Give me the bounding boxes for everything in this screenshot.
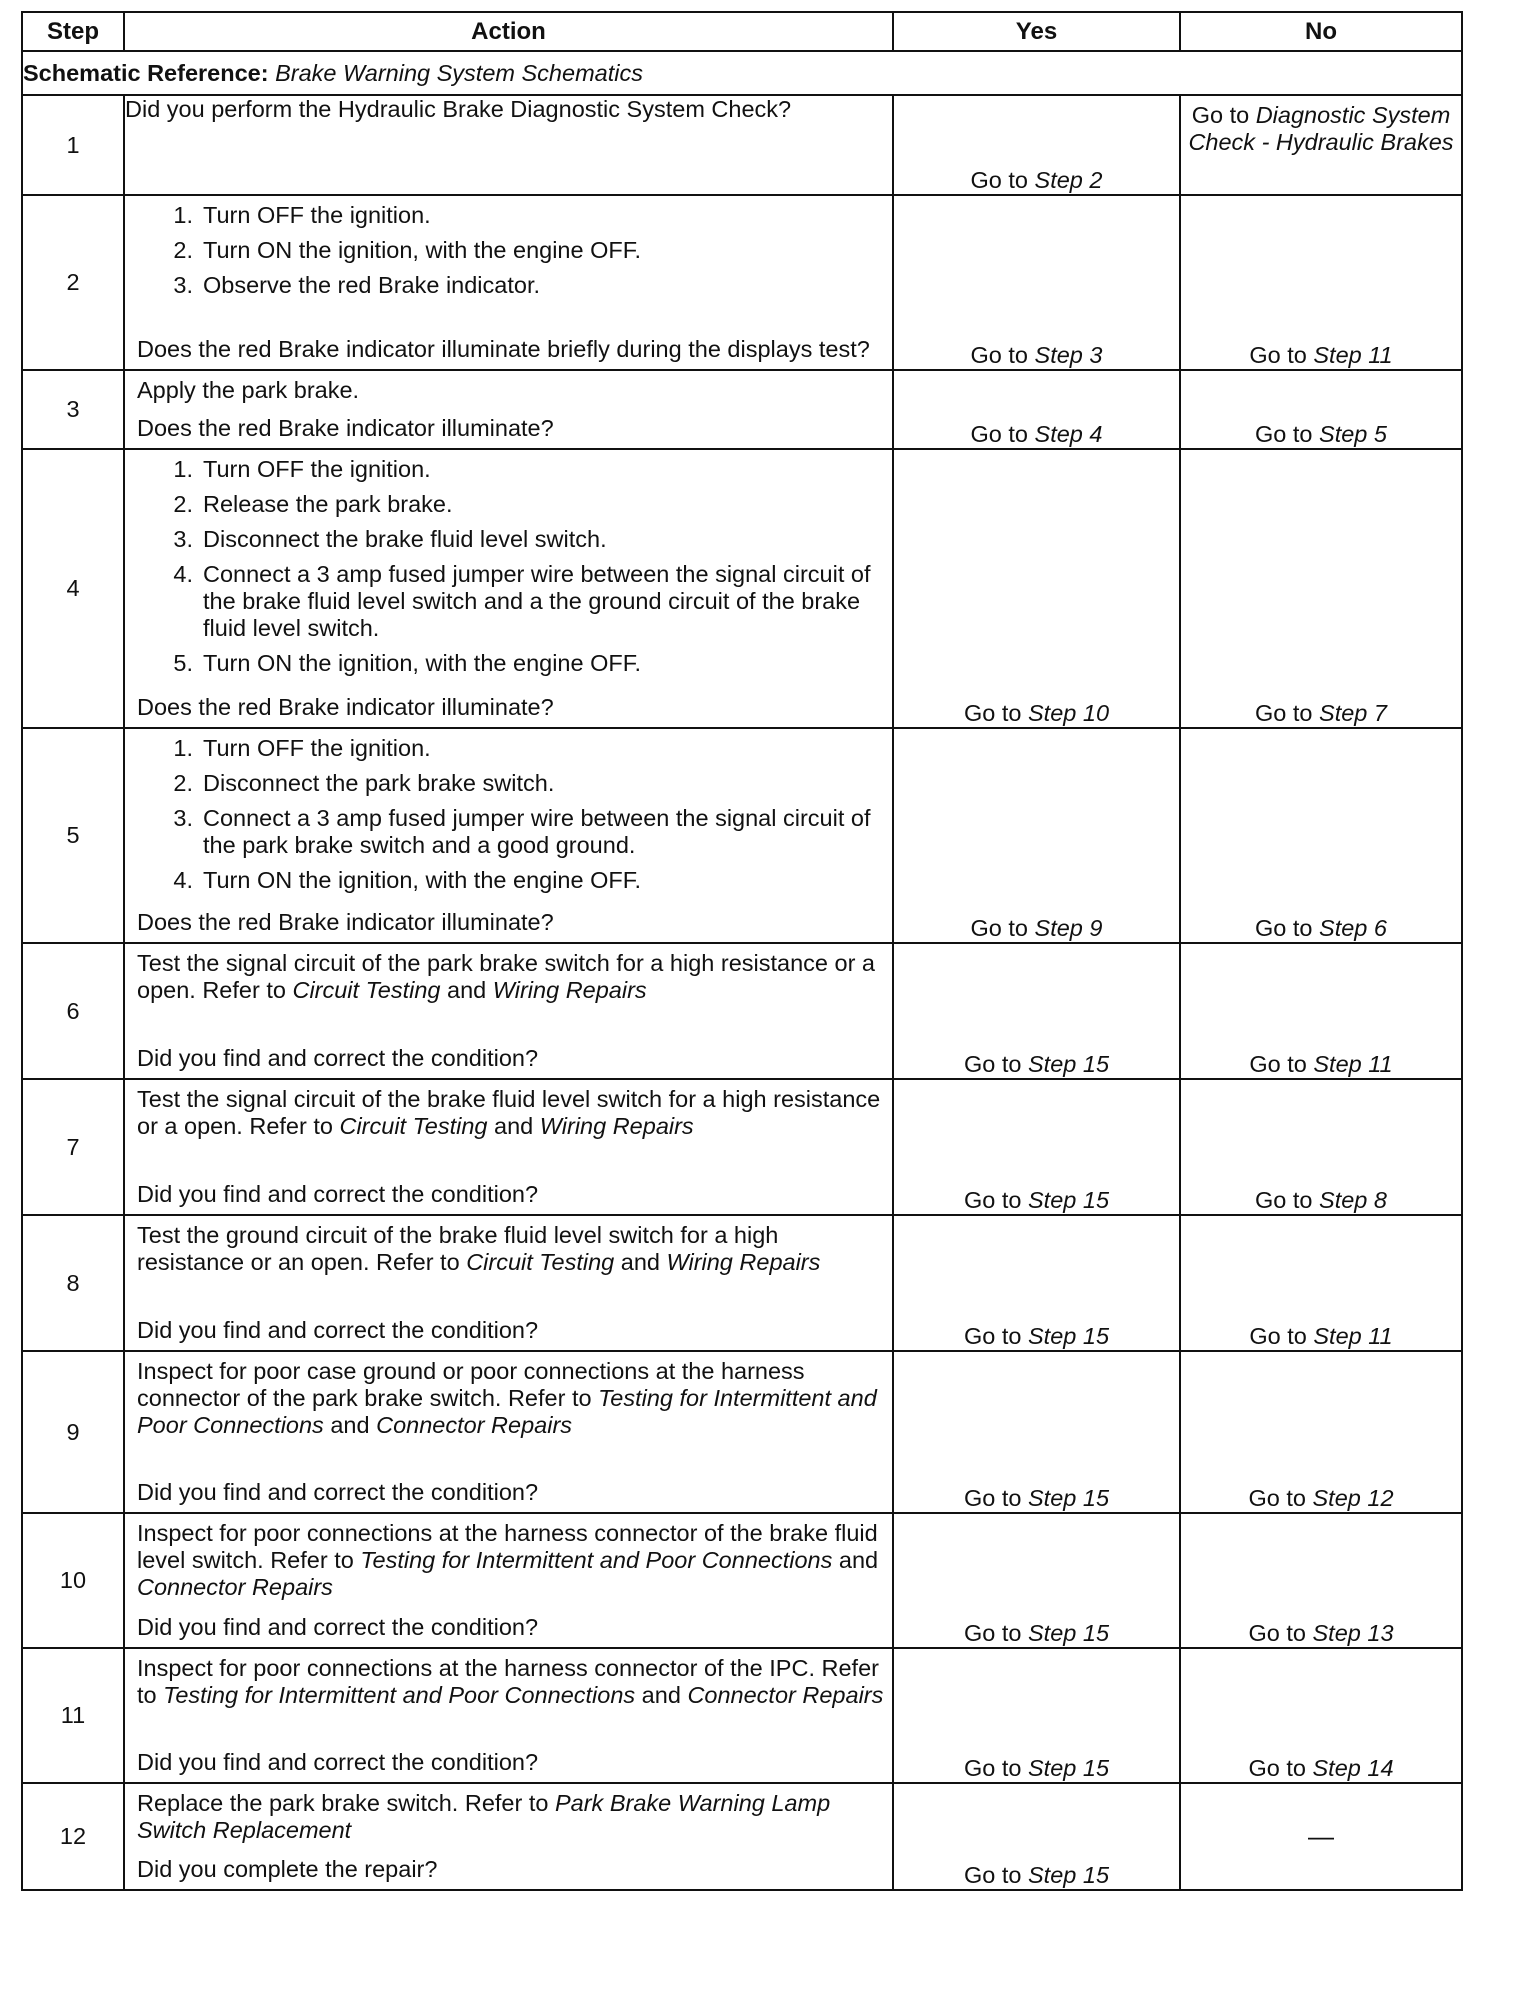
schematic-reference-label: Schematic Reference: bbox=[23, 59, 269, 86]
yes-prefix: Go to bbox=[963, 1862, 1028, 1888]
no-cell bbox=[1180, 95, 1462, 195]
no-link[interactable]: Step 12 bbox=[1312, 1485, 1394, 1511]
diagnostic-table bbox=[21, 11, 1463, 1891]
reference-link[interactable]: Wiring Repairs bbox=[666, 1249, 821, 1275]
yes-link[interactable]: Step 4 bbox=[1034, 421, 1103, 447]
yes-cell bbox=[893, 1079, 1180, 1215]
schematic-reference-row bbox=[22, 51, 1462, 95]
yes-prefix: Go to bbox=[963, 1051, 1028, 1077]
list-item: 3. Connect a 3 amp fused jumper wire between the signal circuit of the park brake switch and a good ground. bbox=[173, 805, 871, 858]
step-number: 5 bbox=[22, 728, 124, 943]
question-text: Does the red Brake indicator illuminate? bbox=[137, 415, 554, 441]
table-row bbox=[22, 1079, 1462, 1215]
question-text: Does the red Brake indicator illuminate? bbox=[137, 694, 554, 720]
no-link[interactable]: Step 7 bbox=[1319, 700, 1387, 726]
step-number: 10 bbox=[22, 1513, 124, 1648]
reference-link[interactable]: Circuit Testing bbox=[292, 977, 441, 1003]
reference-link[interactable]: Connector Repairs bbox=[376, 1412, 573, 1438]
no-prefix: Go to bbox=[1249, 1051, 1314, 1077]
reference-link[interactable]: Wiring Repairs bbox=[492, 977, 647, 1003]
header-yes: Yes bbox=[893, 12, 1180, 51]
step-number: 11 bbox=[22, 1648, 124, 1783]
question-text: Did you find and correct the condition? bbox=[137, 1479, 539, 1505]
yes-prefix: Go to bbox=[963, 1485, 1028, 1511]
yes-cell bbox=[893, 1351, 1180, 1513]
list-item: 1. Turn OFF the ignition. bbox=[173, 202, 431, 228]
no-link[interactable]: Step 13 bbox=[1312, 1620, 1394, 1646]
no-prefix: Go to bbox=[1255, 700, 1320, 726]
schematic-reference bbox=[22, 51, 1462, 95]
no-link[interactable]: Step 14 bbox=[1312, 1755, 1394, 1781]
table-row bbox=[22, 195, 1462, 370]
yes-prefix: Go to bbox=[963, 700, 1028, 726]
yes-link[interactable]: Step 15 bbox=[1028, 1323, 1110, 1349]
list-item: 2. Disconnect the park brake switch. bbox=[173, 770, 555, 796]
action-cell bbox=[124, 449, 893, 728]
reference-link[interactable]: Wiring Repairs bbox=[539, 1113, 694, 1139]
yes-link[interactable]: Step 15 bbox=[1028, 1862, 1110, 1888]
yes-cell bbox=[893, 195, 1180, 370]
yes-prefix: Go to bbox=[963, 1755, 1028, 1781]
step-number: 2 bbox=[22, 195, 124, 370]
instruction-list bbox=[137, 735, 884, 902]
list-item: 4. Turn ON the ignition, with the engine OFF. bbox=[173, 867, 642, 893]
no-cell bbox=[1180, 1513, 1462, 1648]
yes-link[interactable]: Step 2 bbox=[1034, 167, 1103, 193]
action-text: Test the signal circuit of the brake fluid level switch for a high resistance or a open. Refer to Circuit Testing and Wiring Repairs bbox=[137, 1086, 881, 1139]
yes-link[interactable]: Step 10 bbox=[1028, 700, 1110, 726]
yes-link[interactable]: Step 15 bbox=[1028, 1755, 1110, 1781]
yes-prefix: Go to bbox=[970, 167, 1035, 193]
list-item: 2. Release the park brake. bbox=[173, 491, 453, 517]
no-cell bbox=[1180, 1783, 1462, 1890]
no-link[interactable]: Step 8 bbox=[1319, 1187, 1387, 1213]
yes-link[interactable]: Step 15 bbox=[1028, 1620, 1110, 1646]
step-number: 6 bbox=[22, 943, 124, 1079]
schematic-reference-link[interactable]: Brake Warning System Schematics bbox=[275, 59, 643, 86]
yes-cell bbox=[893, 95, 1180, 195]
instruction-list bbox=[137, 456, 884, 685]
step-number: 9 bbox=[22, 1351, 124, 1513]
yes-link[interactable]: Step 15 bbox=[1028, 1051, 1110, 1077]
no-dash: — bbox=[1308, 1821, 1334, 1851]
no-prefix: Go to bbox=[1255, 915, 1320, 941]
reference-link[interactable]: Circuit Testing bbox=[466, 1249, 615, 1275]
question-text: Did you find and correct the condition? bbox=[137, 1045, 539, 1071]
action-text: Test the signal circuit of the park brake switch for a high resistance or a open. Refer to Circuit Testing and Wiring Repairs bbox=[137, 950, 875, 1003]
no-link[interactable]: Step 11 bbox=[1313, 342, 1393, 368]
header-action: Action bbox=[124, 12, 893, 51]
yes-prefix: Go to bbox=[970, 421, 1035, 447]
no-prefix: Go to bbox=[1255, 1187, 1320, 1213]
table-row bbox=[22, 728, 1462, 943]
yes-cell bbox=[893, 1215, 1180, 1351]
reference-link[interactable]: Connector Repairs bbox=[137, 1574, 333, 1600]
instruction-list bbox=[137, 202, 884, 307]
action-text: Inspect for poor connections at the harness connector of the IPC. Refer to Testing for Intermittent and Poor Connections and Connector Repairs bbox=[137, 1655, 884, 1708]
yes-prefix: Go to bbox=[963, 1187, 1028, 1213]
no-link[interactable]: Diagnostic System Check - Hydraulic Brakes bbox=[1188, 102, 1454, 155]
action-cell bbox=[124, 370, 893, 449]
no-prefix: Go to bbox=[1249, 1323, 1314, 1349]
no-link[interactable]: Step 6 bbox=[1319, 915, 1387, 941]
reference-link[interactable]: Testing for Intermittent and Poor Connections bbox=[360, 1547, 833, 1573]
table-row bbox=[22, 449, 1462, 728]
no-cell bbox=[1180, 943, 1462, 1079]
no-prefix: Go to bbox=[1248, 1620, 1313, 1646]
yes-prefix: Go to bbox=[963, 1620, 1028, 1646]
no-prefix: Go to bbox=[1248, 1485, 1313, 1511]
action-text: Test the ground circuit of the brake fluid level switch for a high resistance or an open. Refer to Circuit Testing and Wiring Repairs bbox=[137, 1222, 821, 1275]
no-cell bbox=[1180, 449, 1462, 728]
no-cell bbox=[1180, 370, 1462, 449]
no-cell bbox=[1180, 195, 1462, 370]
yes-cell bbox=[893, 449, 1180, 728]
no-prefix: Go to bbox=[1248, 1755, 1313, 1781]
yes-prefix: Go to bbox=[970, 915, 1035, 941]
list-item: 1. Turn OFF the ignition. bbox=[173, 735, 431, 761]
table-row bbox=[22, 95, 1462, 195]
yes-cell bbox=[893, 1783, 1180, 1890]
action-text: Replace the park brake switch. Refer to Park Brake Warning Lamp Switch Replacement bbox=[137, 1790, 831, 1843]
action-cell bbox=[124, 1215, 893, 1351]
step-number: 12 bbox=[22, 1783, 124, 1890]
action-cell bbox=[124, 1783, 893, 1890]
yes-prefix: Go to bbox=[963, 1323, 1028, 1349]
list-item: 5. Turn ON the ignition, with the engine OFF. bbox=[173, 650, 642, 676]
question-text: Did you complete the repair? bbox=[137, 1856, 438, 1882]
no-link[interactable]: Step 5 bbox=[1319, 421, 1387, 447]
yes-cell bbox=[893, 943, 1180, 1079]
yes-cell bbox=[893, 370, 1180, 449]
yes-cell bbox=[893, 1648, 1180, 1783]
reference-link[interactable]: Testing for Intermittent and Poor Connections bbox=[163, 1682, 636, 1708]
action-cell bbox=[124, 1513, 893, 1648]
action-text: Inspect for poor connections at the harness connector of the brake fluid level switch. Refer to Testing for Intermittent and Poor Connections and Connector Repairs bbox=[137, 1520, 879, 1600]
question-text: Did you find and correct the condition? bbox=[137, 1749, 539, 1775]
no-prefix: Go to bbox=[1255, 421, 1320, 447]
reference-link[interactable]: Park Brake Warning Lamp Switch Replacement bbox=[137, 1790, 831, 1843]
table-row bbox=[22, 943, 1462, 1079]
header-row bbox=[22, 12, 1462, 51]
table-row bbox=[22, 1783, 1462, 1890]
action-text: Did you perform the Hydraulic Brake Diagnostic System Check? bbox=[125, 96, 792, 122]
step-number: 3 bbox=[22, 370, 124, 449]
header-no: No bbox=[1180, 12, 1462, 51]
table-row bbox=[22, 370, 1462, 449]
question-text: Does the red Brake indicator illuminate? bbox=[137, 909, 554, 935]
table-row bbox=[22, 1351, 1462, 1513]
step-number: 4 bbox=[22, 449, 124, 728]
list-item: 3. Disconnect the brake fluid level switch. bbox=[173, 526, 607, 552]
table-row bbox=[22, 1648, 1462, 1783]
no-cell bbox=[1180, 1351, 1462, 1513]
action-cell bbox=[124, 943, 893, 1079]
action-cell bbox=[124, 1648, 893, 1783]
reference-link[interactable]: Circuit Testing bbox=[339, 1113, 488, 1139]
yes-link[interactable]: Step 9 bbox=[1034, 915, 1103, 941]
yes-cell bbox=[893, 1513, 1180, 1648]
no-cell bbox=[1180, 1215, 1462, 1351]
question-text: Does the red Brake indicator illuminate briefly during the displays test? bbox=[137, 336, 870, 362]
action-text: Apply the park brake. bbox=[137, 377, 360, 403]
list-item: 2. Turn ON the ignition, with the engine OFF. bbox=[173, 237, 642, 263]
action-cell bbox=[124, 728, 893, 943]
list-item: 1. Turn OFF the ignition. bbox=[173, 456, 431, 482]
no-prefix: Go to bbox=[1191, 102, 1256, 128]
table-row bbox=[22, 1215, 1462, 1351]
yes-link[interactable]: Step 15 bbox=[1028, 1485, 1110, 1511]
step-number: 8 bbox=[22, 1215, 124, 1351]
step-number: 1 bbox=[22, 95, 124, 195]
no-cell bbox=[1180, 1079, 1462, 1215]
no-cell bbox=[1180, 728, 1462, 943]
action-cell bbox=[124, 195, 893, 370]
action-cell bbox=[124, 95, 893, 195]
action-cell bbox=[124, 1079, 893, 1215]
yes-link[interactable]: Step 15 bbox=[1028, 1187, 1110, 1213]
table-row bbox=[22, 1513, 1462, 1648]
question-text: Did you find and correct the condition? bbox=[137, 1317, 539, 1343]
question-text: Did you find and correct the condition? bbox=[137, 1614, 539, 1640]
no-prefix: Go to bbox=[1249, 342, 1314, 368]
list-item: 4. Connect a 3 amp fused jumper wire between the signal circuit of the brake fluid level switch and a the ground circuit of the brake fluid level switch. bbox=[173, 561, 871, 641]
question-text: Did you find and correct the condition? bbox=[137, 1181, 539, 1207]
no-link[interactable]: Step 11 bbox=[1313, 1323, 1393, 1349]
reference-link[interactable]: Connector Repairs bbox=[687, 1682, 884, 1708]
action-text: Inspect for poor case ground or poor connections at the harness connector of the park brake switch. Refer to Testing for Intermittent and Poor Connections and Connector Repairs bbox=[137, 1358, 877, 1438]
header-step: Step bbox=[22, 12, 124, 51]
list-item: 3. Observe the red Brake indicator. bbox=[173, 272, 541, 298]
reference-link[interactable]: Testing for Intermittent and Poor Connections bbox=[137, 1385, 877, 1438]
action-cell bbox=[124, 1351, 893, 1513]
yes-prefix: Go to bbox=[970, 342, 1035, 368]
no-cell bbox=[1180, 1648, 1462, 1783]
step-number: 7 bbox=[22, 1079, 124, 1215]
no-link[interactable]: Step 11 bbox=[1313, 1051, 1393, 1077]
yes-link[interactable]: Step 3 bbox=[1034, 342, 1103, 368]
yes-cell bbox=[893, 728, 1180, 943]
